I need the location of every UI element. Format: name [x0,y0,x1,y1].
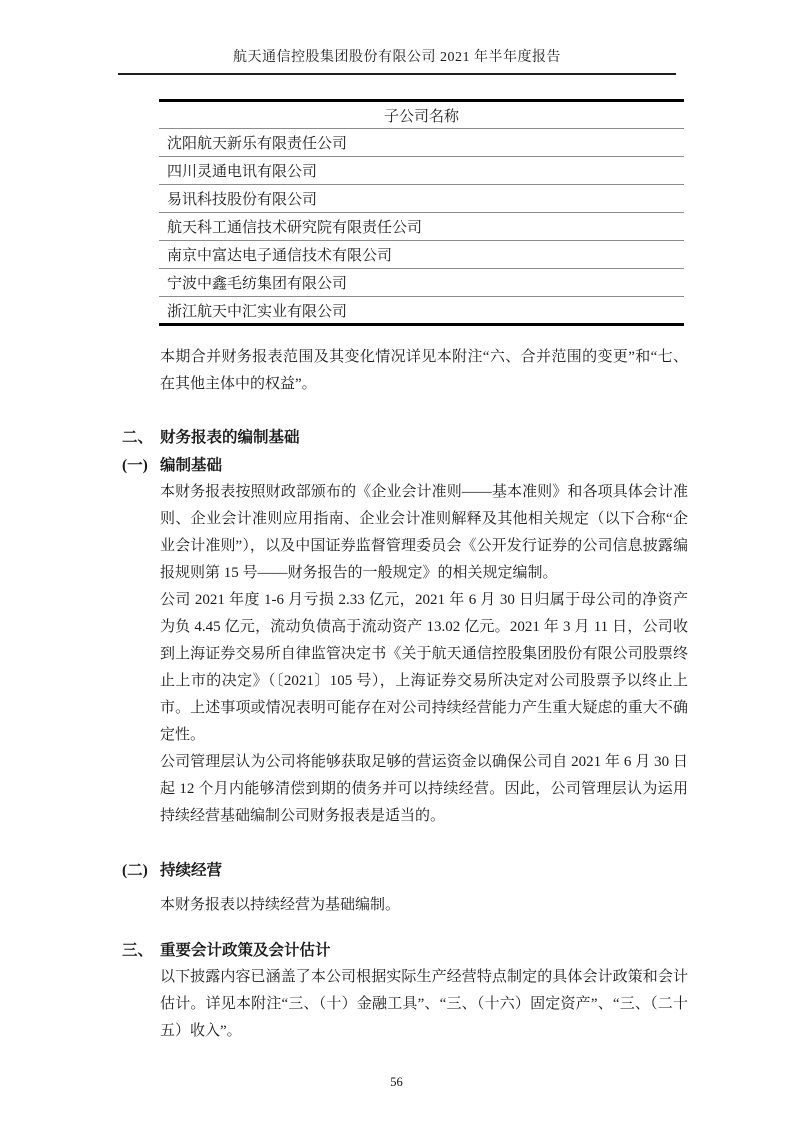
running-header [118,48,676,75]
table-row [159,157,684,185]
table-header-cell: 子公司名称 [159,101,684,129]
subsection-2-2-number: (二) [122,862,148,879]
subsidiary-name-cell: 沈阳航天新乐有限责任公司 [159,129,684,157]
section-2-title: 财务报表的编制基础 [160,429,300,446]
section-2-heading [122,424,793,451]
table-row [159,297,684,325]
section-3-heading [122,937,793,964]
running-header-title: 航天通信控股集团股份有限公司 2021 年半年度报告 [233,50,561,65]
preparation-basis-paragraph-3: 公司管理层认为公司将能够获取足够的营运资金以确保公司自 2021 年 6 月 30 日起 12 个月内能够清偿到期的债务并可以持续经营。因此，公司管理层认为运用持续经营基础编制公司财务报表是适当的。 [160,754,688,824]
subsidiary-name-cell: 易讯科技股份有限公司 [159,185,684,213]
section-3-title: 重要会计政策及会计估计 [160,942,331,959]
table-row [159,213,684,241]
section-3-number: 三、 [122,942,154,959]
subsidiary-name-cell: 航天科工通信技术研究院有限责任公司 [159,213,684,241]
subsection-2-1-number: (一) [122,457,148,474]
going-concern-paragraph: 本财务报表以持续经营为基础编制。 [160,897,401,913]
subsection-2-2-title: 持续经营 [160,862,223,879]
table-row [159,185,684,213]
table-row [159,269,684,297]
intro-paragraph: 本期合并财务报表范围及其变化情况详见本附注“六、合并范围的变更”和“七、在其他主体中的权益”。 [160,349,688,392]
table-header-row [159,101,684,129]
table-row [159,241,684,269]
subsidiary-name-cell: 宁波中鑫毛纺集团有限公司 [159,269,684,297]
subsidiary-name-cell: 浙江航天中汇实业有限公司 [167,303,348,320]
preparation-basis-paragraph-1: 本财务报表按照财政部颁布的《企业会计准则——基本准则》和各项具体会计准则、企业会计准则应用指南、企业会计准则解释及其他相关规定（以下合称“企业会计准则”），以及中国证券监督管理委员会《公开发行证券的公司信息披露编报规则第 15 号——财务报告的一般规定》的相关规定编制。 [160,484,688,581]
subsidiaries-table [159,99,684,326]
subsidiary-name-cell: 南京中富达电子通信技术有限公司 [159,241,684,269]
preparation-basis-paragraph-2: 公司 2021 年度 1-6 月亏损 2.33 亿元，2021 年 6 月 30 日归属于母公司的净资产为负 4.45 亿元，流动负债高于流动资产 13.02 亿元。2021 年 3 月 11 日，公司收到上海证券交易所自律监管决定书《关于航天通信控股集团股份有限公司股票终止上市的决定》（〔2021〕105 号），上海证券交易所决定对公司股票予以终止上市。上述事项或情况表明可能存在对公司持续经营能力产生重大疑虑的重大不确定性。 [160,592,688,743]
table-row [159,129,684,157]
subsection-2-2-heading [122,857,793,884]
section-2-number: 二、 [122,429,154,446]
subsection-2-1-heading [122,452,793,479]
subsidiary-name-cell: 四川灵通电讯有限公司 [159,157,684,185]
accounting-policies-paragraph: 以下披露内容已涵盖了本公司根据实际生产经营特点制定的具体会计政策和会计估计。详见本附注“三、（十）金融工具”、“三、（十六）固定资产”、“三、（二十五）收入”。 [160,969,688,1039]
page-number: 56 [390,1075,403,1089]
subsection-2-1-title: 编制基础 [160,457,223,474]
